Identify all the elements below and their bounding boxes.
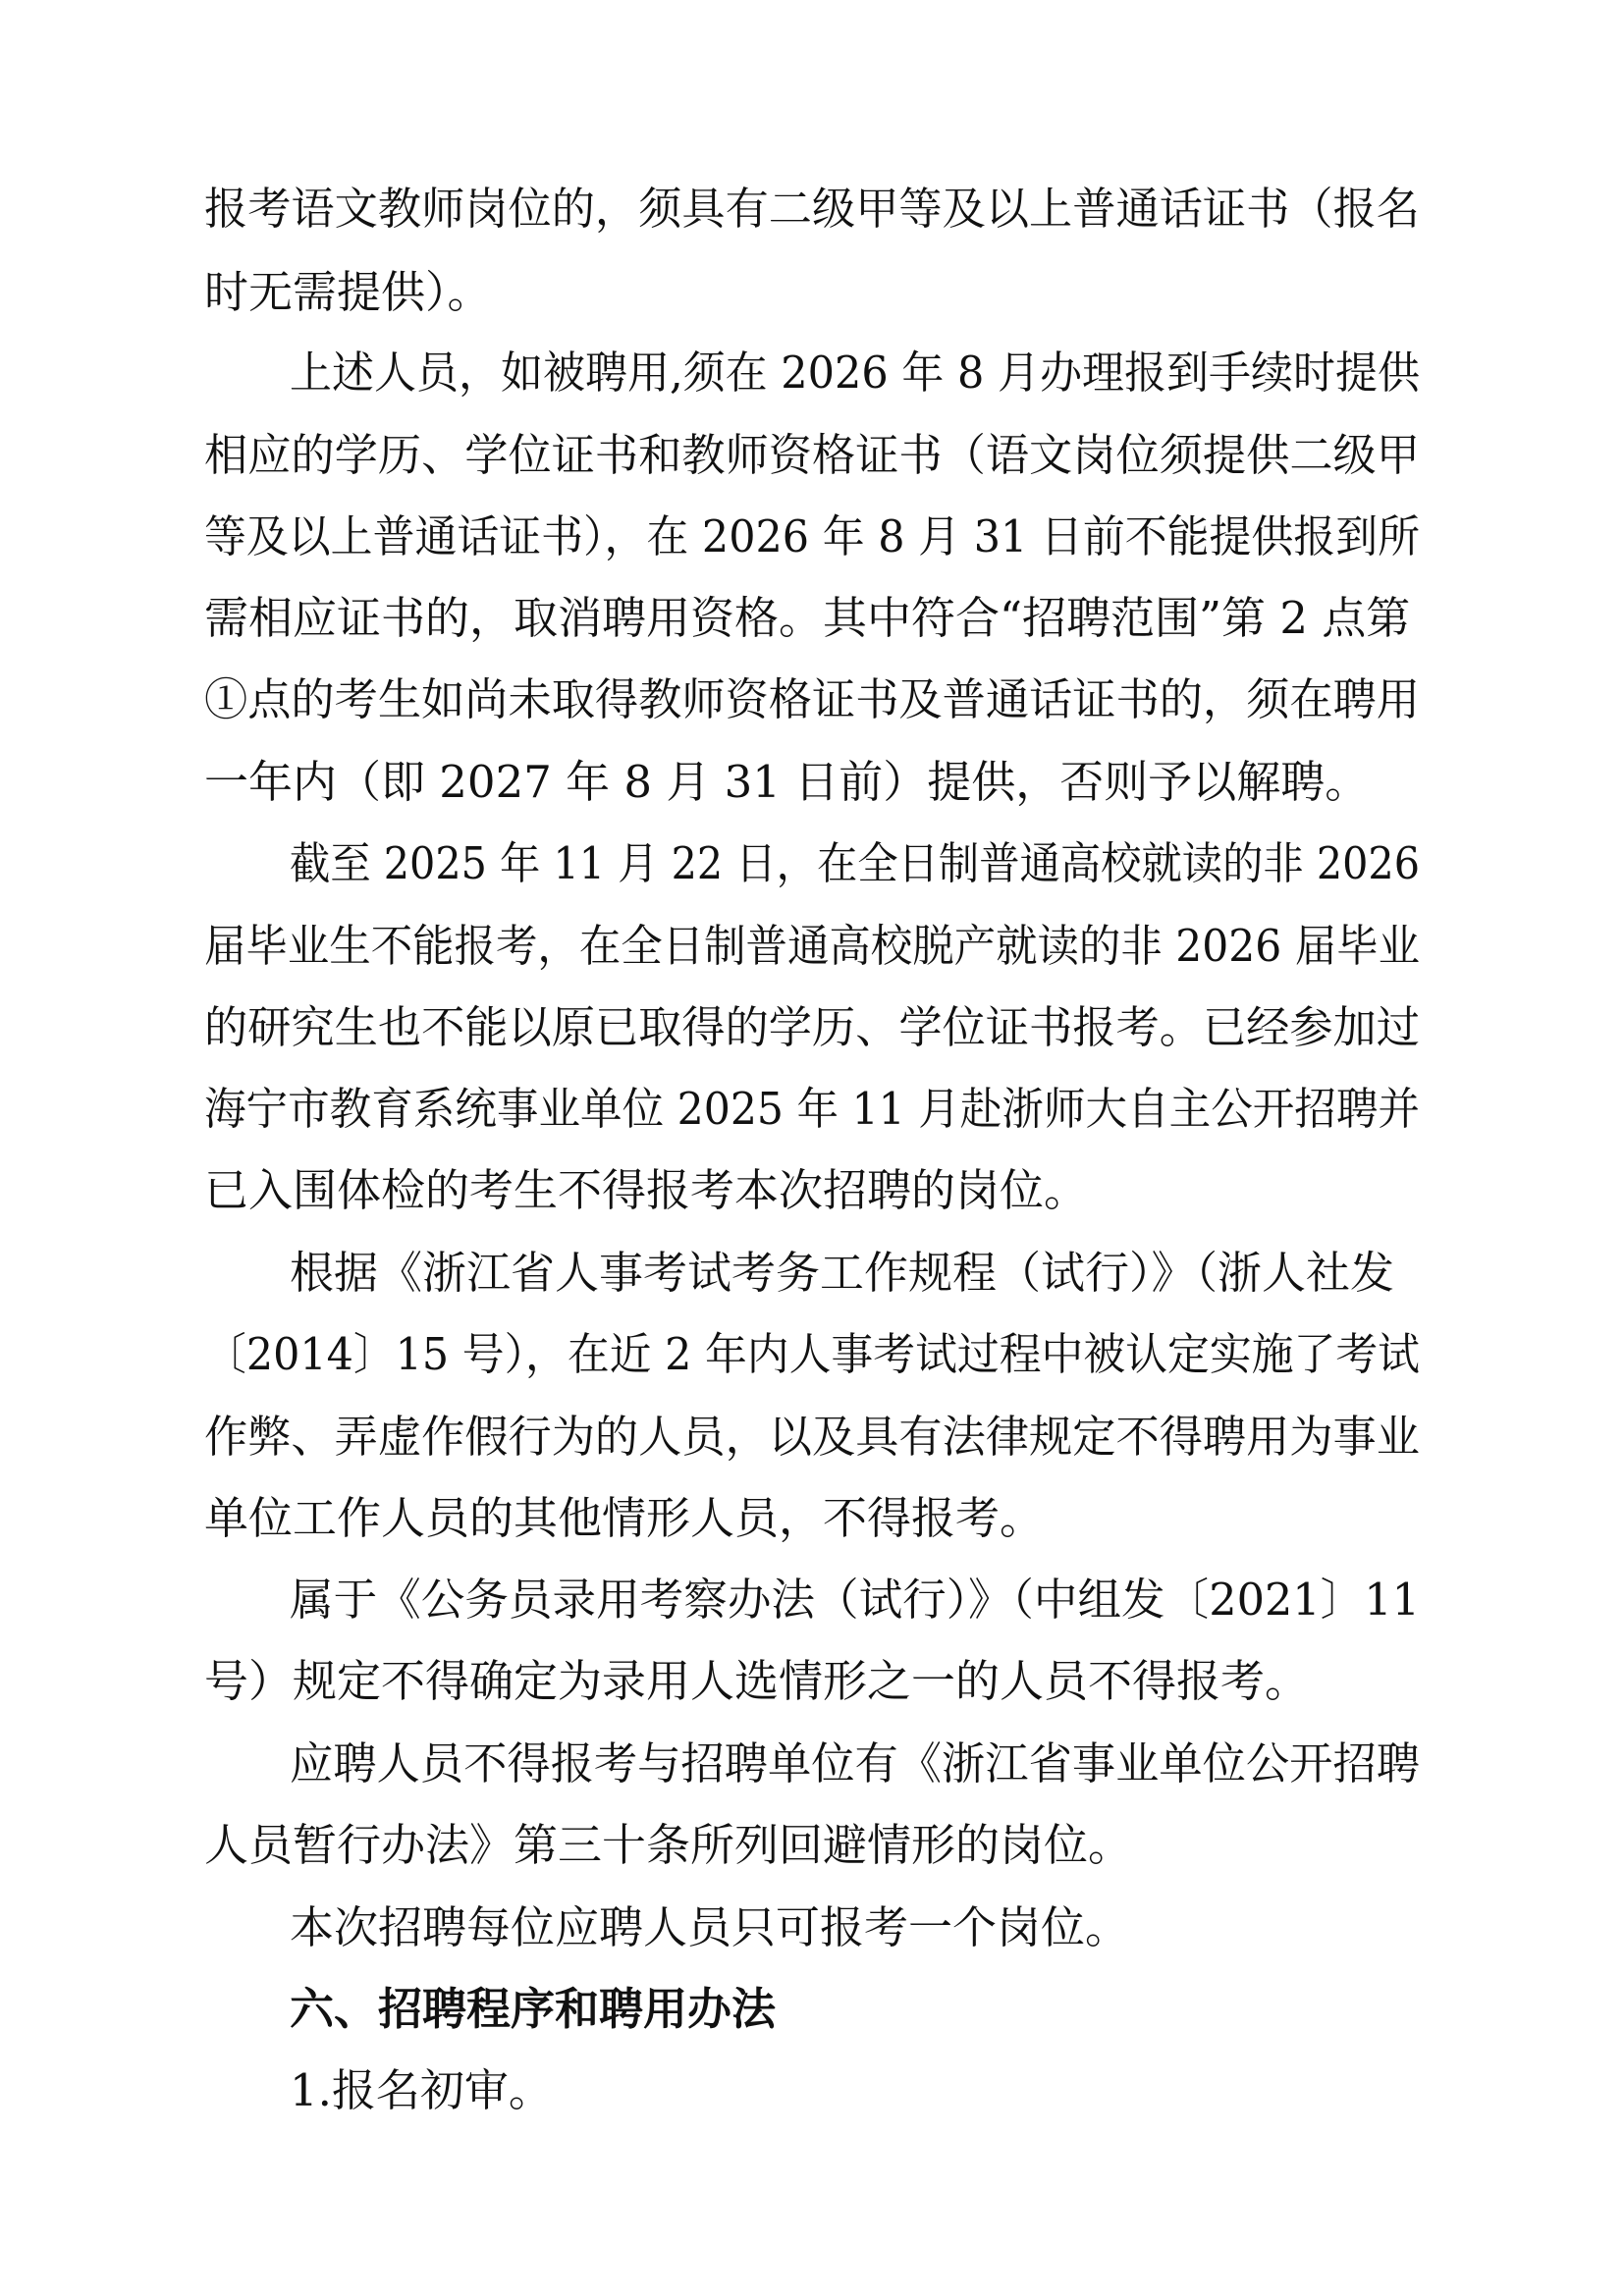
line-text: 1.报名初审。	[290, 2064, 553, 2116]
line-text: 届毕业生不能报考，在全日制普通高校脱产就读的非 2026 届毕业	[204, 920, 1420, 972]
paragraph-line	[0, 743, 1624, 822]
line-text: 人员暂行办法》第三十条所列回避情形的岗位。	[204, 1819, 1133, 1871]
paragraph-line	[0, 907, 1624, 986]
paragraph-line	[0, 1642, 1624, 1721]
line-text: 已入围体检的考生不得报考本次招聘的岗位。	[204, 1164, 1089, 1216]
paragraph-line	[0, 1234, 1624, 1312]
line-text: 报考语文教师岗位的，须具有二级甲等及以上普通话证书（报名	[204, 183, 1420, 235]
line-text: 号）规定不得确定为录用人选情形之一的人员不得报考。	[204, 1655, 1310, 1707]
paragraph-line	[0, 170, 1624, 248]
paragraph-line	[0, 1561, 1624, 1639]
paragraph-line	[0, 579, 1624, 658]
paragraph-line	[0, 2052, 1624, 2130]
paragraph-line	[0, 661, 1624, 739]
paragraph-line	[0, 1806, 1624, 1885]
line-text: 一年内（即 2027 年 8 月 31 日前）提供，否则予以解聘。	[204, 756, 1370, 808]
line-text: 〔2014〕15 号），在近 2 年内人事考试过程中被认定实施了考试	[204, 1328, 1420, 1380]
line-text: 截至 2025 年 11 月 22 日，在全日制普通高校就读的非 2026	[290, 837, 1420, 889]
section-heading-text: 六、招聘程序和聘用办法	[290, 1983, 777, 2035]
paragraph-line	[0, 1889, 1624, 1967]
line-text: 属于《公务员录用考察办法（试行）》（中组发〔2021〕11	[290, 1574, 1420, 1626]
paragraph-line	[0, 825, 1624, 903]
paragraph-line	[0, 1070, 1624, 1148]
paragraph-line	[0, 334, 1624, 412]
paragraph-line	[0, 498, 1624, 576]
paragraph-line	[0, 1479, 1624, 1558]
line-text: 的研究生也不能以原已取得的学历、学位证书报考。已经参加过	[204, 1001, 1420, 1053]
line-text: 作弊、弄虚作假行为的人员，以及具有法律规定不得聘用为事业	[204, 1411, 1420, 1463]
line-text: 单位工作人员的其他情形人员，不得报考。	[204, 1492, 1045, 1544]
line-text: 需相应证书的，取消聘用资格。其中符合“招聘范围”第 2 点第	[204, 592, 1411, 644]
paragraph-line	[0, 1151, 1624, 1230]
line-text: 时无需提供）。	[204, 266, 492, 318]
line-text: 根据《浙江省人事考试考务工作规程（试行）》（浙人社发	[290, 1247, 1395, 1299]
paragraph-line	[0, 1315, 1624, 1394]
line-text: 应聘人员不得报考与招聘单位有《浙江省事业单位公开招聘	[290, 1737, 1420, 1789]
line-text: 本次招聘每位应聘人员只可报考一个岗位。	[290, 1901, 1130, 1953]
section-heading	[0, 1970, 1624, 2049]
paragraph-line	[0, 988, 1624, 1067]
paragraph-line	[0, 1725, 1624, 1803]
line-text: 上述人员，如被聘用,须在 2026 年 8 月办理报到手续时提供	[290, 347, 1420, 399]
paragraph-line	[0, 416, 1624, 495]
paragraph-line	[0, 1398, 1624, 1476]
line-text: ①点的考生如尚未取得教师资格证书及普通话证书的，须在聘用	[204, 673, 1420, 725]
line-text: 等及以上普通话证书），在 2026 年 8 月 31 日前不能提供报到所	[204, 510, 1420, 562]
line-text: 海宁市教育系统事业单位 2025 年 11 月赴浙师大自主公开招聘并	[204, 1083, 1420, 1135]
paragraph-line	[0, 253, 1624, 332]
line-text: 相应的学历、学位证书和教师资格证书（语文岗位须提供二级甲	[204, 429, 1420, 481]
